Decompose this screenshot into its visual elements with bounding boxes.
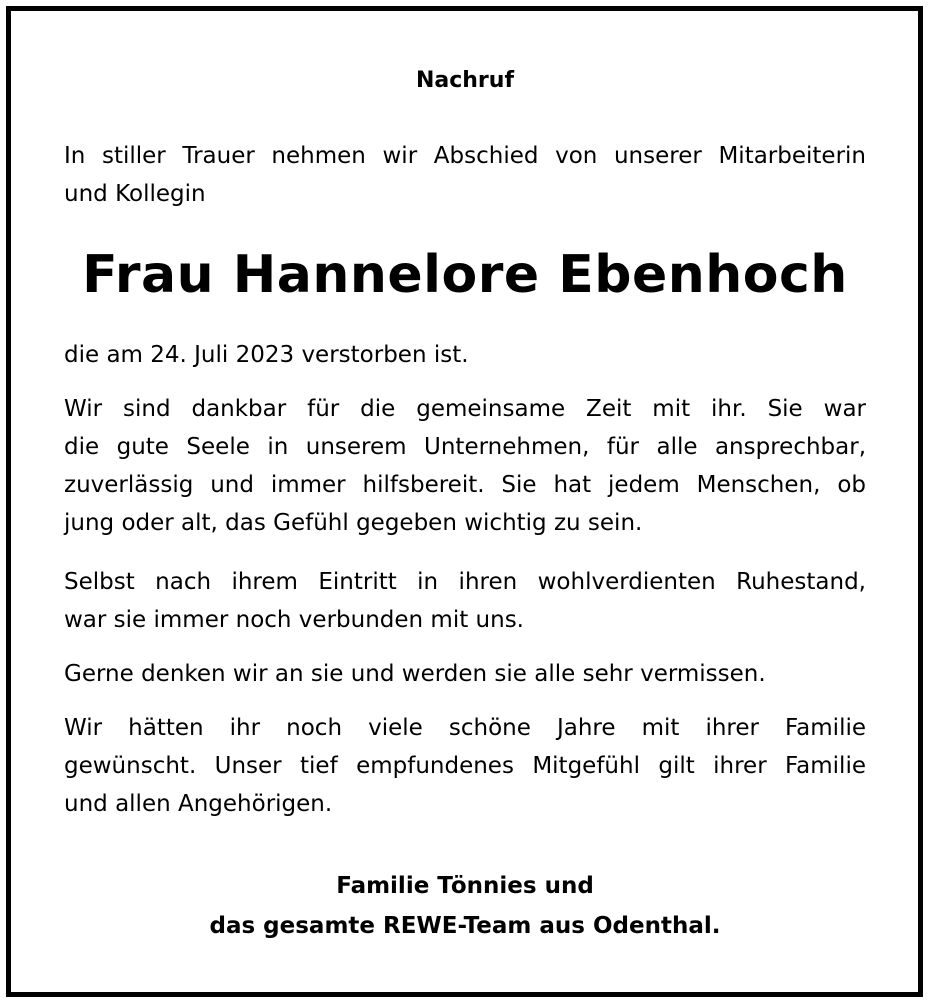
signature [0,866,930,946]
paragraph-line: Selbst nach ihrem Eintritt in ihren wohlverdienten Ruhestand, [64,569,866,595]
death-line: die am 24. Juli 2023 verstorben ist. [64,342,469,368]
intro-line: In stiller Trauer nehmen wir Abschied von unserer Mitarbeiterin [64,143,866,169]
paragraph-line: jung oder alt, das Gefühl gegeben wichtig zu sein. [64,510,643,536]
intro-text [64,137,866,213]
signature-line: das gesamte REWE-Team aus Odenthal. [209,913,721,939]
deceased-name: Frau Hannelore Ebenhoch [82,245,848,305]
paragraph-line: die gute Seele in unserem Unternehmen, für alle ansprechbar, [64,434,866,460]
paragraph-gratitude [64,390,866,542]
paragraph-line: Gerne denken wir an sie und werden sie alle sehr vermissen. [64,661,766,687]
paragraph-line: zuverlässig und immer hilfsbereit. Sie hat jedem Menschen, ob [64,472,866,498]
paragraph-condolence [64,709,866,823]
notice-heading: Nachruf [415,68,515,93]
paragraph-line: war sie immer noch verbunden mit uns. [64,607,524,633]
paragraph-line: Wir sind dankbar für die gemeinsame Zeit mit ihr. Sie war [64,396,866,422]
paragraph-line: Wir hätten ihr noch viele schöne Jahre mit ihrer Familie [64,715,866,741]
intro-line: und Kollegin [64,181,206,207]
paragraph-line: gewünscht. Unser tief empfundenes Mitgefühl gilt ihrer Familie [64,753,866,779]
signature-line: Familie Tönnies und [336,873,594,899]
paragraph-remembrance [64,655,866,693]
death-date-text [64,336,866,374]
paragraph-retirement [64,563,866,639]
paragraph-line: und allen Angehörigen. [64,791,333,817]
